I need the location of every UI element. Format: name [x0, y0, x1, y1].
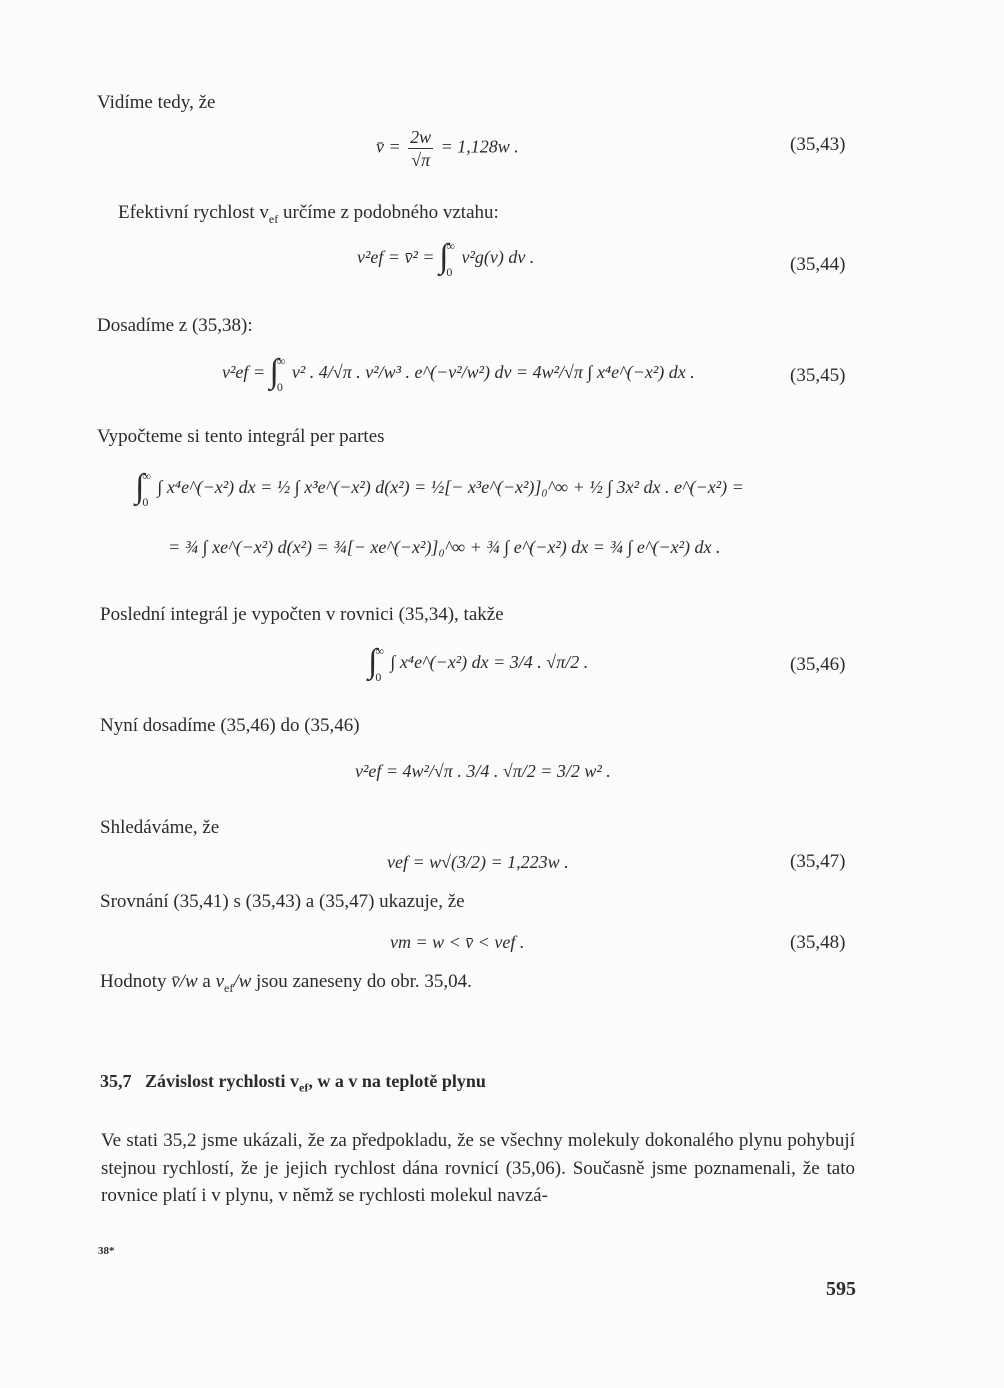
text-segment: Hodnoty: [100, 971, 172, 992]
section-title: Závislost rychlosti v: [145, 1071, 300, 1091]
text-line: Srovnání (35,41) s (35,43) a (35,47) ukazuje, že: [100, 891, 465, 912]
text-segment: a: [197, 971, 216, 992]
eq-body: vm = w < v̄ < vef .: [390, 932, 525, 952]
text-segment: jsou zaneseny do obr. 35,04.: [251, 971, 472, 992]
eq-lhs: v²ef = v̄² =: [357, 247, 435, 268]
text-line: Poslední integrál je vypočten v rovnici (35,34), takže: [100, 604, 504, 625]
equation-number: (35,48): [790, 932, 846, 953]
eq-body: v²g(v) dv .: [461, 247, 535, 268]
subscript: ef: [299, 1080, 309, 1095]
text-line: Nyní dosadíme (35,46) do (35,46): [100, 715, 360, 736]
math-segment: v: [215, 971, 225, 992]
equation-per-partes-1: [135, 470, 744, 508]
math-segment: /w: [233, 971, 252, 992]
text-segment: určíme z podobného vztahu:: [278, 202, 499, 223]
integral-sign-icon: ∫: [135, 468, 145, 505]
equation-number: (35,47): [790, 851, 846, 872]
subscript: ef: [224, 980, 234, 995]
equation-number: (35,45): [790, 365, 846, 386]
equation-35-48: [390, 933, 524, 951]
text-line: [118, 203, 499, 225]
integral-sign-icon: ∫: [269, 353, 279, 390]
section-title: , w a v na teplotě plynu: [308, 1071, 486, 1091]
integral-limits: ∞ 0: [142, 469, 151, 509]
eq-lhs: v²ef =: [222, 362, 266, 383]
eq-body: v²ef = 4w²/√π . 3/4 . √π/2 = 3/2 w² .: [355, 761, 611, 781]
equation-35-44: [357, 240, 534, 278]
text-line: Shledáváme, že: [100, 817, 220, 838]
integral-limits: ∞ 0: [446, 239, 455, 279]
eq-body: ∫ x⁴e^(−x²) dx = ½ ∫ x³e^(−x²) d(x²) = ½[− x³e^(−x²)]₀^∞ + ½ ∫ 3x² dx . e^(−x²) =: [157, 477, 744, 498]
eq-body: vef = w√(3/2) = 1,223w .: [387, 852, 569, 872]
integral-sign-icon: ∫: [439, 238, 449, 275]
equation-per-partes-2: [168, 538, 720, 556]
math-segment: v̄/w: [171, 971, 198, 992]
eq-fraction: [408, 128, 433, 169]
text-line: [100, 972, 472, 994]
equation-number: (35,46): [790, 654, 846, 675]
equation-35-47: [387, 853, 569, 871]
equation-number: (35,43): [790, 134, 846, 155]
equation-number: (35,44): [790, 254, 846, 275]
equation-35-46: [368, 645, 588, 683]
eq-body: ∫ x⁴e^(−x²) dx = 3/4 . √π/2 .: [390, 652, 589, 673]
eq-rhs: = 1,128w .: [440, 136, 519, 157]
section-heading: [100, 1071, 486, 1096]
eq-numerator: 2w: [410, 127, 432, 147]
integral-limits: ∞ 0: [276, 354, 286, 394]
text-line: Dosadíme z (35,38):: [97, 315, 253, 336]
signature-mark: 38*: [98, 1245, 115, 1257]
body-paragraph: Ve stati 35,2 jsme ukázali, že za předpokladu, že se všechny molekuly dokonalého plynu pohybují stejnou rychlostí, že je jejich rychlost dána rovnicí (35,06). Současně jsme poznamenali, že tato rovnice platí i v plynu, v němž se rychlosti molekul navzá-: [101, 1130, 855, 1206]
eq-body: v² . 4/√π . v²/w³ . e^(−v²/w²) dv = 4w²/√π ∫ x⁴e^(−x²) dx .: [291, 362, 695, 383]
equation-35-45: [222, 355, 695, 393]
eq-denominator: √π: [411, 150, 431, 170]
text-line: Vypočteme si tento integrál per partes: [97, 426, 385, 447]
text-line: Vidíme tedy, že: [97, 92, 216, 113]
equation-substitution: [355, 762, 611, 780]
eq-lhs: v̄ =: [376, 136, 401, 157]
text-segment: Efektivní rychlost v: [118, 202, 269, 223]
equation-35-43: [376, 128, 519, 169]
subscript: ef: [268, 211, 279, 226]
page-number: 595: [826, 1278, 856, 1300]
section-number: 35,7: [100, 1071, 132, 1091]
eq-body: = ¾ ∫ xe^(−x²) d(x²) = ¾[− xe^(−x²)]₀^∞ + ¾ ∫ e^(−x²) dx = ¾ ∫ e^(−x²) dx .: [168, 537, 721, 557]
integral-limits: ∞ 0: [375, 644, 384, 684]
integral-sign-icon: ∫: [368, 643, 378, 680]
